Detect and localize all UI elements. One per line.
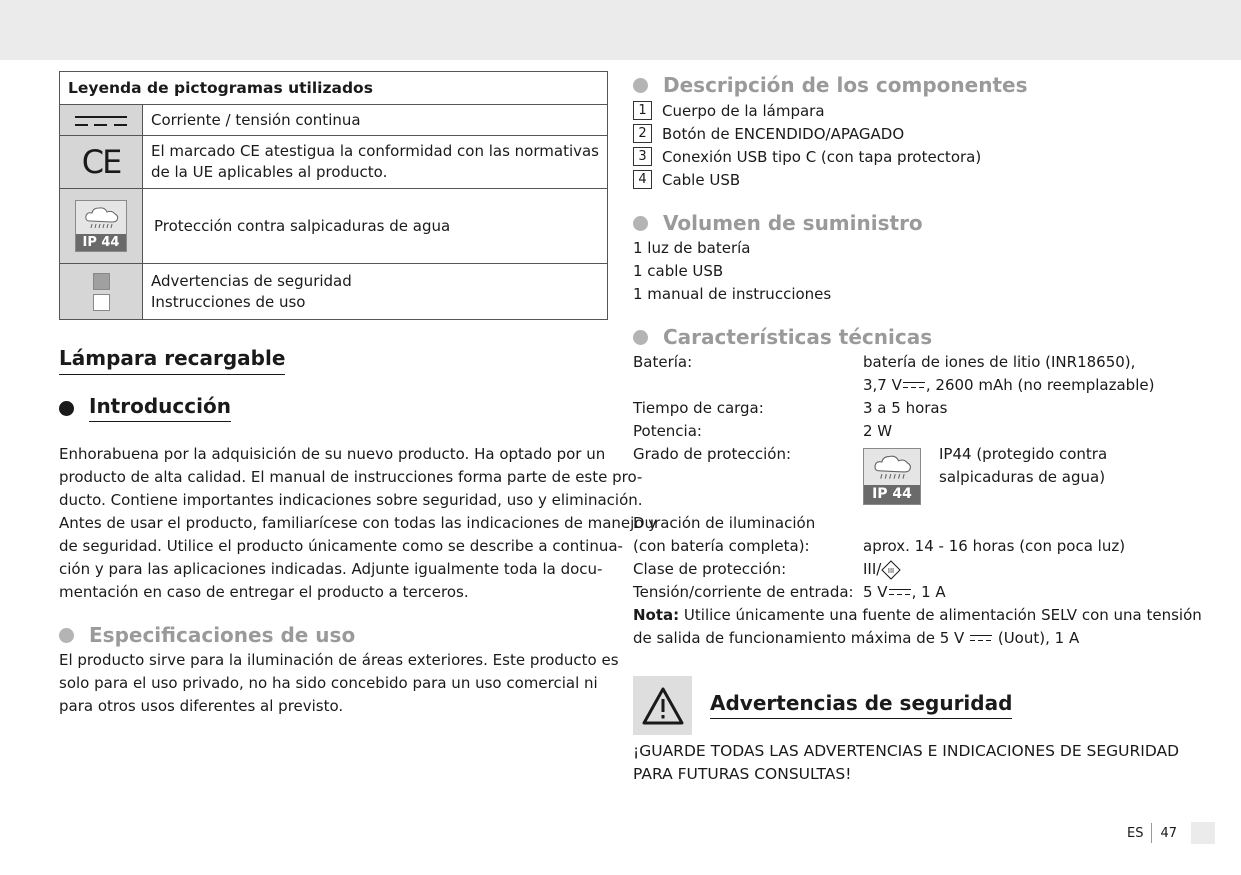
legend-text: Corriente / tensión continua [143,105,608,136]
usage-text: El producto sirve para la iluminación de áreas exteriores. Este producto es solo para el uso privado, no ha sido concebido para un uso comercial ni para otros usos diferentes al previsto. [59,651,619,715]
protection-value: IP44 (protegido contra salpicaduras de agua) [939,445,1108,486]
list-item: 4 Cable USB [633,168,981,191]
class-value: III/ III [863,558,901,581]
bullet-icon [59,628,74,643]
power-value: 2 W [863,422,893,440]
tech-heading: Características técnicas [633,325,932,349]
charge-label: Tiempo de carga: [633,399,764,417]
battery-label: Batería: [633,353,693,371]
product-title: Lámpara recargable [59,346,285,375]
footer-tab [1191,822,1215,844]
instructions-square-icon [93,294,110,311]
protection-class-iii-icon [881,560,901,580]
components-list [633,99,981,191]
legend-text: Advertencias de seguridad Instrucciones de uso [143,264,608,320]
footer-divider [1151,823,1152,843]
top-bar [0,0,1241,60]
pictogram-legend-table [59,71,608,320]
legend-icon-cell [60,136,143,189]
usage-heading: Especificaciones de uso [59,623,355,647]
legend-text: El marcado CE atestigua la conformidad con las normativas de la UE aplicables al producto. [143,136,608,189]
warning-square-icon [93,273,110,290]
duration-value: aprox. 14 - 16 horas (con poca luz) [863,537,1126,555]
warning-triangle-box [633,676,692,735]
intro-heading: Introducción [59,394,231,422]
intro-text: Enhorabuena por la adquisición de su nuevo producto. Ha optado por un producto de alta calidad. El manual de instrucciones forma parte de este pro- ducto. Contiene importantes indicaciones sobre seguridad, uso y eliminación. Antes de usar el producto, familiarícese con todas las indicaciones de manejo y de seguridad. Utilice el producto únicamente como se describe a continua- ción y para las aplicaciones indicadas. Adjunte igualmente toda la docu- mentación en caso de entregar el producto a terceros. [59,445,658,601]
list-item: 1 cable USB [633,262,724,280]
supply-list [633,237,831,306]
dc-current-icon [903,382,925,390]
list-item: 1 luz de batería [633,239,751,257]
ip44-rain-icon: IP 44 [863,448,921,505]
legend-icon-cell [60,264,143,320]
bullet-icon [633,78,648,93]
list-item: 1 manual de instrucciones [633,285,832,303]
legend-title: Leyenda de pictogramas utilizados [60,72,608,105]
dc-current-icon [889,589,911,597]
note-text: Nota: Utilice únicamente una fuente de alimentación SELV con una tensión de salida de funcionamiento máxima de 5 V (Uout), 1 A [633,606,1202,647]
page-footer [1127,822,1215,844]
duration-label: Duración de iluminación (con batería completa): [633,514,816,555]
bullet-icon [633,216,648,231]
list-item: 2 Botón de ENCENDIDO/APAGADO [633,122,981,145]
legend-icon-cell [60,105,143,136]
list-item: 3 Conexión USB tipo C (con tapa protectora) [633,145,981,168]
list-item: 1 Cuerpo de la lámpara [633,99,981,122]
dc-current-icon [970,635,992,643]
ce-mark-icon: CE [81,143,121,181]
battery-value: batería de iones de litio (INR18650), 3,7 V , 2600 mAh (no reemplazable) [863,353,1155,394]
components-heading: Descripción de los componentes [633,73,1027,97]
safety-notice: ¡GUARDE TODAS LAS ADVERTENCIAS E INDICACIONES DE SEGURIDAD PARA FUTURAS CONSULTAS! [633,742,1180,783]
supply-heading: Volumen de suministro [633,211,923,235]
power-label: Potencia: [633,422,702,440]
warning-triangle-icon [642,687,684,725]
bullet-icon [59,401,74,416]
protection-label: Grado de protección: [633,445,792,463]
voltage-label: Tensión/corriente de entrada: [633,583,854,601]
voltage-value: 5 V , 1 A [863,583,946,601]
ip44-rain-icon: IP 44 [75,200,127,252]
legend-text: Protección contra salpicaduras de agua [143,189,608,264]
language-code: ES [1127,825,1144,841]
class-label: Clase de protección: [633,560,787,578]
svg-text:III: III [888,566,895,575]
safety-heading: Advertencias de seguridad [710,691,1012,719]
dc-current-icon [75,114,127,128]
legend-icon-cell [60,189,143,264]
charge-value: 3 a 5 horas [863,399,948,417]
bullet-icon [633,330,648,345]
page-number: 47 [1160,825,1178,841]
